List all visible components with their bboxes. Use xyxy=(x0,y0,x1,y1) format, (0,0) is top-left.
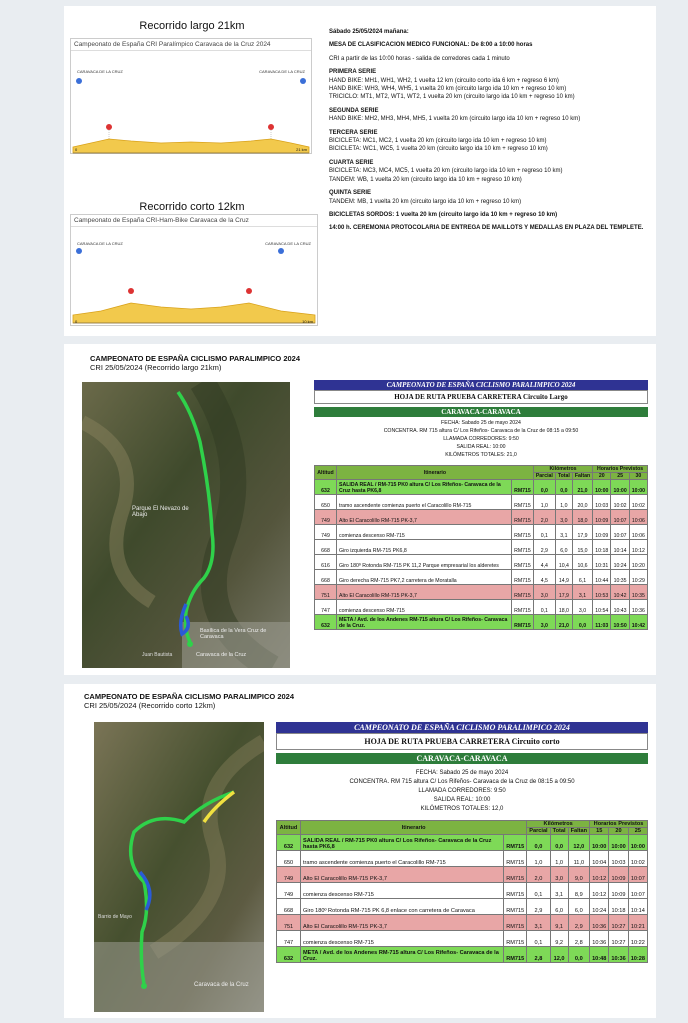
time-cell: 10:00 xyxy=(611,480,629,495)
remaining-km-cell: 6,0 xyxy=(568,899,589,915)
time-cell: 10:29 xyxy=(629,570,647,585)
table-row xyxy=(315,600,648,615)
route-map-long xyxy=(82,382,290,668)
map-label: Caravaca de la Cruz xyxy=(194,982,249,988)
time-cell: 10:48 xyxy=(590,947,609,963)
series-title: TERCERA SERIE xyxy=(329,129,378,136)
col-header: Horarios Previstos xyxy=(593,466,648,473)
series-line: TANDEM: MB, 1 vuelta 20 km (circuito largo ida 10 km + regreso 10 km) xyxy=(329,198,522,205)
time-cell: 10:00 xyxy=(629,480,647,495)
panel-subtitle: CRI 25/05/2024 (Recorrido corto 12km) xyxy=(84,701,216,710)
itinerary-cell: META / Avd. de los Andenes RM-715 altura C/ Los Rifeños- Caravaca de la Cruz. xyxy=(301,947,504,963)
col-header: Altitud xyxy=(277,821,301,835)
altitude-cell: 668 xyxy=(315,570,337,585)
short-axis-start: 0 xyxy=(75,319,78,324)
table-row xyxy=(277,947,648,963)
col-header: 20 xyxy=(593,473,611,480)
long-elevation-svg xyxy=(71,55,311,155)
altitude-cell: 668 xyxy=(315,540,337,555)
time-cell: 10:36 xyxy=(609,947,628,963)
panel-title: CAMPEONATO DE ESPAÑA CICLISMO PARALIMPICO 2024 xyxy=(84,692,295,701)
partial-km-cell: 3,0 xyxy=(533,615,555,630)
road-cell: RM715 xyxy=(512,480,534,495)
road-cell: RM715 xyxy=(504,915,527,931)
time-cell: 10:02 xyxy=(611,495,629,510)
remaining-km-cell: 9,0 xyxy=(568,867,589,883)
time-cell: 10:09 xyxy=(593,525,611,540)
table-row xyxy=(315,480,648,495)
remaining-km-cell: 15,0 xyxy=(572,540,592,555)
roadbook-band: CAMPEONATO DE ESPAÑA CICLISMO PARALIMPICO 2024 xyxy=(314,380,648,390)
roadbook-subtitle: HOJA DE RUTA PRUEBA CARRETERA Circuito corto xyxy=(276,733,648,750)
long-elevation-area xyxy=(73,139,309,153)
time-cell: 10:14 xyxy=(628,899,647,915)
col-header: Kilómetros xyxy=(533,466,592,473)
remaining-km-cell: 0,0 xyxy=(572,615,592,630)
panel-title: CAMPEONATO DE ESPAÑA CICLISMO PARALIMPICO 2024 xyxy=(90,354,301,363)
long-axis-end: 21 km xyxy=(296,147,307,152)
itinerary-cell: Alto El Caracolillo RM-715 PK-3,7 xyxy=(301,915,504,931)
short-route-title: Recorrido corto 12km xyxy=(139,201,245,213)
itinerary-cell: comienza descenso RM-715 xyxy=(337,600,512,615)
roadbook-long xyxy=(314,380,648,630)
total-km-cell: 18,0 xyxy=(555,600,572,615)
altitude-cell: 650 xyxy=(277,851,301,867)
table-row xyxy=(315,585,648,600)
info-line: KILÓMETROS TOTALES: 21,0 xyxy=(445,452,517,458)
total-km-cell: 10,4 xyxy=(555,555,572,570)
road-cell: RM715 xyxy=(512,540,534,555)
road-cell: RM715 xyxy=(504,899,527,915)
roadbook-route: CARAVACA-CARAVACA xyxy=(276,753,648,764)
start-marker-icon xyxy=(76,78,82,84)
col-header: 20 xyxy=(609,828,628,835)
route-map-short xyxy=(94,722,264,1012)
series-title: SEGUNDA SERIE xyxy=(329,107,379,114)
table-row xyxy=(277,899,648,915)
road-cell: RM715 xyxy=(512,555,534,570)
time-cell: 10:00 xyxy=(609,835,628,851)
total-km-cell: 1,0 xyxy=(555,495,572,510)
long-axis-start: 0 xyxy=(75,147,78,152)
time-cell: 10:27 xyxy=(609,915,628,931)
map-label: Parque El Nevazo de Abajo xyxy=(132,506,189,518)
partial-km-cell: 2,9 xyxy=(527,899,550,915)
schedule-cri: CRI a partir de las 10:00 horas - salida de corredores cada 1 minuto xyxy=(329,55,510,62)
partial-km-cell: 1,0 xyxy=(533,495,555,510)
series-line: HAND BIKE: MH1, WH1, WH2, 1 vuelta 12 km (circuito corto ida 6 km + regreso 6 km) xyxy=(329,77,559,84)
roadbook-table xyxy=(276,820,648,963)
table-row xyxy=(315,555,648,570)
partial-km-cell: 2,0 xyxy=(527,867,550,883)
partial-km-cell: 2,9 xyxy=(533,540,555,555)
altitude-cell: 632 xyxy=(315,480,337,495)
time-cell: 10:09 xyxy=(609,867,628,883)
remaining-km-cell: 3,1 xyxy=(572,585,592,600)
itinerary-cell: META / Avd. de los Andenes RM-715 altura C/ Los Rifeños- Caravaca de la Cruz. xyxy=(337,615,512,630)
remaining-km-cell: 2,9 xyxy=(568,915,589,931)
remaining-km-cell: 20,0 xyxy=(572,495,592,510)
series-line: BICICLETA: MC3, MC4, MC5, 1 vuelta 20 km (circuito largo ida 10 km + regreso 10 km) xyxy=(329,168,563,175)
col-header: Kilómetros xyxy=(527,821,590,828)
time-cell: 10:09 xyxy=(593,510,611,525)
road-cell: RM715 xyxy=(504,931,527,947)
road-cell: RM715 xyxy=(512,495,534,510)
schedule-ceremonia: 14:00 h. CEREMONIA PROTOCOLARIA DE ENTREGA DE MAILLOTS Y MEDALLAS EN PLAZA DEL TEMPLETE. xyxy=(329,225,644,232)
series-line: HAND BIKE: MH2, MH3, MH4, MH5, 1 vuelta 20 km (circuito largo ida 10 km + regreso 10 km) xyxy=(329,116,581,123)
road-cell: RM715 xyxy=(504,947,527,963)
roadbook-route: CARAVACA-CARAVACA xyxy=(314,407,648,417)
remaining-km-cell: 3,0 xyxy=(572,600,592,615)
map-svg xyxy=(82,382,290,668)
total-km-cell: 3,0 xyxy=(555,510,572,525)
partial-km-cell: 3,1 xyxy=(527,915,550,931)
partial-km-cell: 4,5 xyxy=(533,570,555,585)
partial-km-cell: 2,0 xyxy=(533,510,555,525)
road-cell: RM715 xyxy=(512,585,534,600)
altitude-cell: 749 xyxy=(277,867,301,883)
time-cell: 10:02 xyxy=(629,495,647,510)
long-route-title: Recorrido largo 21km xyxy=(139,20,245,32)
itinerary-cell: Alto El Caracolillo RM-715 PK-3,7 xyxy=(301,867,504,883)
remaining-km-cell: 17,9 xyxy=(572,525,592,540)
time-cell: 10:14 xyxy=(611,540,629,555)
altitude-cell: 747 xyxy=(315,600,337,615)
map-label: Caravaca de la Cruz xyxy=(196,652,247,658)
roadbook-short xyxy=(276,722,648,963)
total-km-cell: 9,1 xyxy=(550,915,568,931)
itinerary-cell: Giro 180º Rotonda RM-715 PK 11,2 Parque empresarial los alderetes xyxy=(337,555,512,570)
time-cell: 10:42 xyxy=(611,585,629,600)
info-line: LLAMADA CORREDORES: 9:50 xyxy=(443,436,519,442)
short-elevation-area xyxy=(73,303,315,323)
altitude-cell: 751 xyxy=(277,915,301,931)
road-cell: RM715 xyxy=(512,570,534,585)
map-label: Barrio de Mayo xyxy=(98,914,132,920)
roadbook-info xyxy=(314,419,648,459)
summit-marker-icon xyxy=(268,124,274,130)
time-cell: 10:12 xyxy=(590,883,609,899)
time-cell: 10:18 xyxy=(609,899,628,915)
time-cell: 10:35 xyxy=(629,585,647,600)
short-axis-end: 10 km xyxy=(302,319,313,324)
table-row xyxy=(277,931,648,947)
time-cell: 11:03 xyxy=(593,615,611,630)
col-header: Itinerario xyxy=(337,466,534,480)
summit-marker-icon xyxy=(106,124,112,130)
total-km-cell: 17,9 xyxy=(555,585,572,600)
time-cell: 10:53 xyxy=(593,585,611,600)
time-cell: 10:06 xyxy=(629,525,647,540)
time-cell: 10:27 xyxy=(609,931,628,947)
altitude-cell: 751 xyxy=(315,585,337,600)
remaining-km-cell: 21,0 xyxy=(572,480,592,495)
partial-km-cell: 1,0 xyxy=(527,851,550,867)
col-header: Faltan xyxy=(568,828,589,835)
road-cell: RM715 xyxy=(512,525,534,540)
time-cell: 10:31 xyxy=(593,555,611,570)
road-cell: RM715 xyxy=(512,615,534,630)
time-cell: 10:24 xyxy=(590,899,609,915)
total-km-cell: 6,0 xyxy=(550,899,568,915)
itinerary-cell: comienza descenso RM-715 xyxy=(337,525,512,540)
itinerary-cell: tramo ascendente comienza puerto el Caracolillo RM-715 xyxy=(337,495,512,510)
time-cell: 10:07 xyxy=(628,867,647,883)
series-title: PRIMERA SERIE xyxy=(329,69,377,76)
remaining-km-cell: 12,0 xyxy=(568,835,589,851)
total-km-cell: 14,9 xyxy=(555,570,572,585)
time-cell: 10:07 xyxy=(628,883,647,899)
road-cell: RM715 xyxy=(504,867,527,883)
total-km-cell: 3,1 xyxy=(555,525,572,540)
schedule-date: Sábado 25/05/2024 mañana: xyxy=(329,29,409,35)
time-cell: 10:54 xyxy=(593,600,611,615)
time-cell: 10:07 xyxy=(611,525,629,540)
total-km-cell: 0,0 xyxy=(550,835,568,851)
short-profile-chart xyxy=(70,214,318,326)
table-row xyxy=(315,570,648,585)
time-cell: 10:35 xyxy=(611,570,629,585)
col-header: 30 xyxy=(629,473,647,480)
short-elevation-svg xyxy=(71,229,317,325)
altitude-cell: 747 xyxy=(277,931,301,947)
col-header: 25 xyxy=(628,828,647,835)
partial-km-cell: 0,0 xyxy=(527,835,550,851)
total-km-cell: 1,0 xyxy=(550,851,568,867)
time-cell: 10:43 xyxy=(611,600,629,615)
time-cell: 10:03 xyxy=(593,495,611,510)
altitude-cell: 616 xyxy=(315,555,337,570)
table-row xyxy=(277,851,648,867)
table-row xyxy=(315,615,648,630)
altitude-cell: 632 xyxy=(277,947,301,963)
road-cell: RM715 xyxy=(504,883,527,899)
time-cell: 10:28 xyxy=(628,947,647,963)
remaining-km-cell: 18,0 xyxy=(572,510,592,525)
schedule-sordos: BICICLETAS SORDOS: 1 vuelta 20 km (circuito largo ida 10 km + regreso 10 km) xyxy=(329,211,558,218)
short-end-label: CARAVACA DE LA CRUZ xyxy=(265,241,311,246)
time-cell: 10:12 xyxy=(590,867,609,883)
altitude-cell: 632 xyxy=(277,835,301,851)
long-profile-heading: Campeonato de España CRI Paralímpico Caravaca de la Cruz 2024 xyxy=(71,39,311,51)
itinerary-cell: SALIDA REAL / RM-715 PK0 altura C/ Los Rifeños- Caravaca de la Cruz hasta PK6,8 xyxy=(337,480,512,495)
total-km-cell: 0,0 xyxy=(555,480,572,495)
col-header: 15 xyxy=(590,828,609,835)
time-cell: 10:09 xyxy=(609,883,628,899)
map-svg xyxy=(94,722,264,1012)
col-header: Parcial xyxy=(527,828,550,835)
time-cell: 10:00 xyxy=(628,835,647,851)
series-line: TRICICLO: MT1, MT2, WT1, WT2, 1 vuelta 20 km (circuito largo ida 10 km + regreso 10 km) xyxy=(329,94,575,101)
map-label: Juan Bautista xyxy=(142,652,173,658)
road-cell: RM715 xyxy=(512,510,534,525)
time-cell: 10:00 xyxy=(593,480,611,495)
table-row xyxy=(277,867,648,883)
table-row xyxy=(277,883,648,899)
partial-km-cell: 4,4 xyxy=(533,555,555,570)
itinerary-cell: SALIDA REAL / RM-715 PK0 altura C/ Los Rifeños- Caravaca de la Cruz hasta PK6,8 xyxy=(301,835,504,851)
time-cell: 10:20 xyxy=(629,555,647,570)
total-km-cell: 3,1 xyxy=(550,883,568,899)
time-cell: 10:22 xyxy=(628,931,647,947)
long-route-panel xyxy=(64,344,656,675)
start-finish-marker-icon xyxy=(187,641,193,647)
series-title: QUINTA SERIE xyxy=(329,190,372,197)
time-cell: 10:12 xyxy=(629,540,647,555)
time-cell: 10:36 xyxy=(629,600,647,615)
table-row xyxy=(315,510,648,525)
summit-marker-icon xyxy=(246,288,252,294)
road-cell: RM715 xyxy=(504,835,527,851)
itinerary-cell: tramo ascendente comienza puerto el Caracolillo RM-715 xyxy=(301,851,504,867)
map-label: Basílica de la Vera Cruz de Caravaca xyxy=(200,628,267,640)
series-line: TANDEM: WB, 1 vuelta 20 km (circuito largo ida 10 km + regreso 10 km) xyxy=(329,176,522,183)
partial-km-cell: 0,1 xyxy=(533,525,555,540)
remaining-km-cell: 2,8 xyxy=(568,931,589,947)
time-cell: 10:44 xyxy=(593,570,611,585)
col-header: Total xyxy=(555,473,572,480)
partial-km-cell: 0,1 xyxy=(527,883,550,899)
road-cell: RM715 xyxy=(512,600,534,615)
table-row xyxy=(277,915,648,931)
info-line: KILÓMETROS TOTALES: 12,0 xyxy=(420,806,504,812)
altitude-cell: 632 xyxy=(315,615,337,630)
time-cell: 10:04 xyxy=(590,851,609,867)
time-cell: 10:18 xyxy=(593,540,611,555)
remaining-km-cell: 8,9 xyxy=(568,883,589,899)
itinerary-cell: comienza descenso RM-715 xyxy=(301,931,504,947)
info-line: SALIDA REAL: 10:00 xyxy=(456,444,506,450)
col-header: Itinerario xyxy=(301,821,527,835)
roadbook-subtitle: HOJA DE RUTA PRUEBA CARRETERA Circuito Largo xyxy=(314,390,648,404)
itinerary-cell: comienza descenso RM-715 xyxy=(301,883,504,899)
info-line: LLAMADA CORREDORES: 9:50 xyxy=(418,788,506,794)
altitude-cell: 668 xyxy=(277,899,301,915)
series-line: HAND BIKE: WH3, WH4, WH5, 1 vuelta 20 km (circuito largo ida 10 km + regreso 10 km) xyxy=(329,86,567,93)
table-row xyxy=(277,835,648,851)
info-line: FECHA: Sabado 25 de mayo 2024 xyxy=(415,770,509,776)
total-km-cell: 9,2 xyxy=(550,931,568,947)
time-cell: 10:06 xyxy=(629,510,647,525)
partial-km-cell: 0,1 xyxy=(527,931,550,947)
long-profile-chart xyxy=(70,38,312,154)
summit-marker-icon xyxy=(128,288,134,294)
series-title: CUARTA SERIE xyxy=(329,159,374,166)
total-km-cell: 21,0 xyxy=(555,615,572,630)
remaining-km-cell: 10,6 xyxy=(572,555,592,570)
col-header: 25 xyxy=(611,473,629,480)
total-km-cell: 6,0 xyxy=(555,540,572,555)
series-line: BICICLETA: MC1, MC2, 1 vuelta 20 km (circuito largo ida 10 km + regreso 10 km) xyxy=(329,138,547,145)
remaining-km-cell: 0,0 xyxy=(568,947,589,963)
panel-subtitle: CRI 25/05/2024 (Recorrido largo 21km) xyxy=(90,363,222,372)
time-cell: 10:50 xyxy=(611,615,629,630)
total-km-cell: 3,0 xyxy=(550,867,568,883)
table-row xyxy=(315,525,648,540)
col-header: Altitud xyxy=(315,466,337,480)
time-cell: 10:07 xyxy=(611,510,629,525)
event-schedule xyxy=(329,28,649,238)
road-cell: RM715 xyxy=(504,851,527,867)
end-marker-icon xyxy=(278,248,284,254)
table-row xyxy=(315,540,648,555)
col-header: Total xyxy=(550,828,568,835)
partial-km-cell: 2,8 xyxy=(527,947,550,963)
time-cell: 10:36 xyxy=(590,931,609,947)
remaining-km-cell: 6,1 xyxy=(572,570,592,585)
schedule-mesa: MESA DE CLASIFICACION MEDICO FUNCIONAL: De 8:00 a 10:00 horas xyxy=(329,42,533,49)
itinerary-cell: Alto El Caracolillo RM-715 PK-3,7 xyxy=(337,585,512,600)
roadbook-table xyxy=(314,465,648,630)
col-header: Parcial xyxy=(533,473,555,480)
short-start-label: CARAVACA DE LA CRUZ xyxy=(77,241,123,246)
time-cell: 10:00 xyxy=(590,835,609,851)
time-cell: 10:42 xyxy=(629,615,647,630)
partial-km-cell: 0,1 xyxy=(533,600,555,615)
col-header: Horarios Previstos xyxy=(590,821,648,828)
info-line: CONCENTRA. RM 715 altura C/ Los Rifeños- Caravaca de la Cruz de 08:15 a 09:50 xyxy=(383,428,579,434)
col-header: Faltan xyxy=(572,473,592,480)
info-panel xyxy=(64,6,656,336)
info-line: SALIDA REAL: 10:00 xyxy=(433,797,491,803)
series-line: BICICLETA: WC1, WC5, 1 vuelta 20 km (circuito largo ida 10 km + regreso 10 km) xyxy=(329,146,548,153)
time-cell: 10:21 xyxy=(628,915,647,931)
itinerary-cell: Giro derecha RM-715 PK7,2 carretera de Moratalla xyxy=(337,570,512,585)
start-finish-marker-icon xyxy=(141,983,147,989)
table-row xyxy=(315,495,648,510)
altitude-cell: 650 xyxy=(315,495,337,510)
info-line: CONCENTRA. RM 715 altura C/ Los Rifeños- Caravaca de la Cruz de 08:15 a 09:50 xyxy=(349,779,575,785)
roadbook-band: CAMPEONATO DE ESPAÑA CICLISMO PARALIMPICO 2024 xyxy=(276,722,648,733)
altitude-cell: 749 xyxy=(315,510,337,525)
time-cell: 10:02 xyxy=(628,851,647,867)
long-start-label: CARAVACA DE LA CRUZ xyxy=(77,69,123,74)
info-line: FECHA: Sabado 25 de mayo 2024 xyxy=(441,420,521,426)
long-end-label: CARAVACA DE LA CRUZ xyxy=(259,69,305,74)
start-marker-icon xyxy=(76,248,82,254)
short-profile-heading: Campeonato de España CRI-Ham-Bike Caravaca de la Cruz xyxy=(71,215,317,227)
altitude-cell: 749 xyxy=(277,883,301,899)
total-km-cell: 12,0 xyxy=(550,947,568,963)
short-route-panel xyxy=(64,684,656,1018)
itinerary-cell: Alto El Caracolillo RM-715 PK-3,7 xyxy=(337,510,512,525)
time-cell: 10:36 xyxy=(590,915,609,931)
end-marker-icon xyxy=(300,78,306,84)
time-cell: 10:24 xyxy=(611,555,629,570)
partial-km-cell: 0,0 xyxy=(533,480,555,495)
remaining-km-cell: 11,0 xyxy=(568,851,589,867)
itinerary-cell: Giro izquierda RM-715 PK6,8 xyxy=(337,540,512,555)
roadbook-info xyxy=(276,769,648,814)
itinerary-cell: Giro 180º Rotonda RM-715 PK 6,8 enlace con carretera de Caravaca xyxy=(301,899,504,915)
time-cell: 10:03 xyxy=(609,851,628,867)
partial-km-cell: 3,0 xyxy=(533,585,555,600)
altitude-cell: 749 xyxy=(315,525,337,540)
